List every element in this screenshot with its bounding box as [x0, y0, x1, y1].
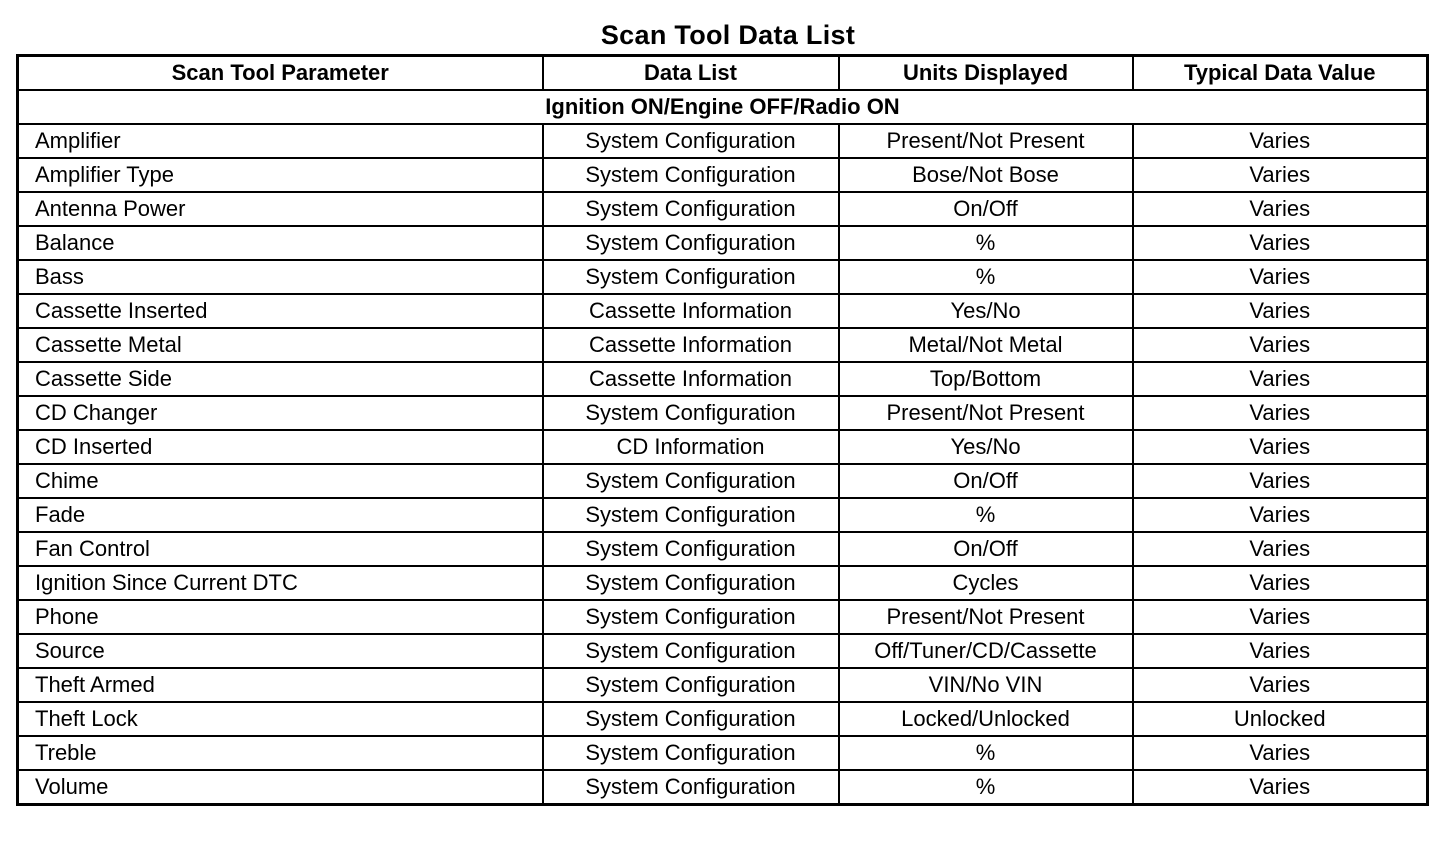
cell-parameter: Cassette Inserted: [18, 294, 543, 328]
cell-typical-data-value: Varies: [1133, 158, 1428, 192]
table-row: [18, 464, 1428, 498]
cell-data-list: Cassette Information: [543, 294, 839, 328]
cell-typical-data-value: Varies: [1133, 634, 1428, 668]
cell-units-displayed: Present/Not Present: [839, 124, 1133, 158]
table-row: [18, 430, 1428, 464]
table-row: [18, 396, 1428, 430]
cell-parameter: Cassette Metal: [18, 328, 543, 362]
cell-parameter: Cassette Side: [18, 362, 543, 396]
cell-parameter: Balance: [18, 226, 543, 260]
cell-data-list: System Configuration: [543, 464, 839, 498]
cell-data-list: System Configuration: [543, 770, 839, 805]
cell-units-displayed: %: [839, 498, 1133, 532]
cell-typical-data-value: Varies: [1133, 260, 1428, 294]
cell-parameter: Ignition Since Current DTC: [18, 566, 543, 600]
cell-parameter: Volume: [18, 770, 543, 805]
cell-parameter: Antenna Power: [18, 192, 543, 226]
table-row: [18, 532, 1428, 566]
cell-data-list: System Configuration: [543, 736, 839, 770]
cell-data-list: System Configuration: [543, 566, 839, 600]
cell-units-displayed: Yes/No: [839, 430, 1133, 464]
cell-units-displayed: On/Off: [839, 192, 1133, 226]
cell-units-displayed: Metal/Not Metal: [839, 328, 1133, 362]
header-row: [18, 56, 1428, 91]
table-row: [18, 702, 1428, 736]
table-row: [18, 124, 1428, 158]
cell-units-displayed: %: [839, 770, 1133, 805]
section-label: Ignition ON/Engine OFF/Radio ON: [18, 90, 1428, 124]
cell-parameter: Fan Control: [18, 532, 543, 566]
table-row: [18, 192, 1428, 226]
cell-parameter: Phone: [18, 600, 543, 634]
cell-typical-data-value: Varies: [1133, 736, 1428, 770]
cell-typical-data-value: Varies: [1133, 226, 1428, 260]
cell-parameter: Chime: [18, 464, 543, 498]
table-row: [18, 158, 1428, 192]
cell-data-list: Cassette Information: [543, 362, 839, 396]
table-row: [18, 600, 1428, 634]
table-body: [18, 90, 1428, 805]
cell-data-list: CD Information: [543, 430, 839, 464]
table-row: [18, 362, 1428, 396]
table-row: [18, 328, 1428, 362]
page-title: Scan Tool Data List: [600, 20, 856, 50]
cell-parameter: Treble: [18, 736, 543, 770]
cell-units-displayed: Locked/Unlocked: [839, 702, 1133, 736]
cell-typical-data-value: Varies: [1133, 464, 1428, 498]
cell-parameter: Bass: [18, 260, 543, 294]
cell-typical-data-value: Varies: [1133, 770, 1428, 805]
cell-units-displayed: %: [839, 260, 1133, 294]
cell-units-displayed: Bose/Not Bose: [839, 158, 1133, 192]
cell-typical-data-value: Varies: [1133, 362, 1428, 396]
table-row: [18, 260, 1428, 294]
cell-parameter: Amplifier: [18, 124, 543, 158]
cell-typical-data-value: Varies: [1133, 498, 1428, 532]
cell-units-displayed: %: [839, 226, 1133, 260]
cell-data-list: System Configuration: [543, 600, 839, 634]
cell-parameter: Source: [18, 634, 543, 668]
table-row: [18, 736, 1428, 770]
cell-typical-data-value: Varies: [1133, 600, 1428, 634]
cell-units-displayed: On/Off: [839, 532, 1133, 566]
cell-data-list: System Configuration: [543, 192, 839, 226]
cell-data-list: System Configuration: [543, 260, 839, 294]
cell-parameter: Fade: [18, 498, 543, 532]
cell-typical-data-value: Unlocked: [1133, 702, 1428, 736]
cell-data-list: System Configuration: [543, 634, 839, 668]
cell-units-displayed: Off/Tuner/CD/Cassette: [839, 634, 1133, 668]
cell-data-list: System Configuration: [543, 226, 839, 260]
cell-units-displayed: Cycles: [839, 566, 1133, 600]
cell-data-list: System Configuration: [543, 158, 839, 192]
table-row: [18, 226, 1428, 260]
table-header: [18, 56, 1428, 91]
cell-units-displayed: Present/Not Present: [839, 396, 1133, 430]
cell-data-list: System Configuration: [543, 532, 839, 566]
cell-typical-data-value: Varies: [1133, 668, 1428, 702]
header-typical-data-value: Typical Data Value: [1133, 56, 1428, 91]
scan-tool-data-table: [16, 54, 1429, 806]
table-row: [18, 634, 1428, 668]
table-row: [18, 566, 1428, 600]
cell-parameter: Theft Lock: [18, 702, 543, 736]
section-row: [18, 90, 1428, 124]
cell-units-displayed: Yes/No: [839, 294, 1133, 328]
cell-parameter: CD Inserted: [18, 430, 543, 464]
cell-data-list: Cassette Information: [543, 328, 839, 362]
cell-typical-data-value: Varies: [1133, 192, 1428, 226]
table-row: [18, 770, 1428, 805]
cell-typical-data-value: Varies: [1133, 430, 1428, 464]
cell-units-displayed: VIN/No VIN: [839, 668, 1133, 702]
cell-units-displayed: Top/Bottom: [839, 362, 1133, 396]
cell-data-list: System Configuration: [543, 396, 839, 430]
cell-data-list: System Configuration: [543, 124, 839, 158]
cell-data-list: System Configuration: [543, 702, 839, 736]
header-scan-tool-parameter: Scan Tool Parameter: [18, 56, 543, 91]
cell-typical-data-value: Varies: [1133, 328, 1428, 362]
cell-typical-data-value: Varies: [1133, 566, 1428, 600]
cell-typical-data-value: Varies: [1133, 294, 1428, 328]
cell-data-list: System Configuration: [543, 498, 839, 532]
header-data-list: Data List: [543, 56, 839, 91]
table-row: [18, 498, 1428, 532]
cell-units-displayed: On/Off: [839, 464, 1133, 498]
cell-typical-data-value: Varies: [1133, 396, 1428, 430]
table-row: [18, 294, 1428, 328]
cell-typical-data-value: Varies: [1133, 532, 1428, 566]
cell-data-list: System Configuration: [543, 668, 839, 702]
cell-typical-data-value: Varies: [1133, 124, 1428, 158]
header-units-displayed: Units Displayed: [839, 56, 1133, 91]
cell-parameter: Amplifier Type: [18, 158, 543, 192]
cell-units-displayed: %: [839, 736, 1133, 770]
cell-units-displayed: Present/Not Present: [839, 600, 1133, 634]
table-row: [18, 668, 1428, 702]
cell-parameter: CD Changer: [18, 396, 543, 430]
cell-parameter: Theft Armed: [18, 668, 543, 702]
